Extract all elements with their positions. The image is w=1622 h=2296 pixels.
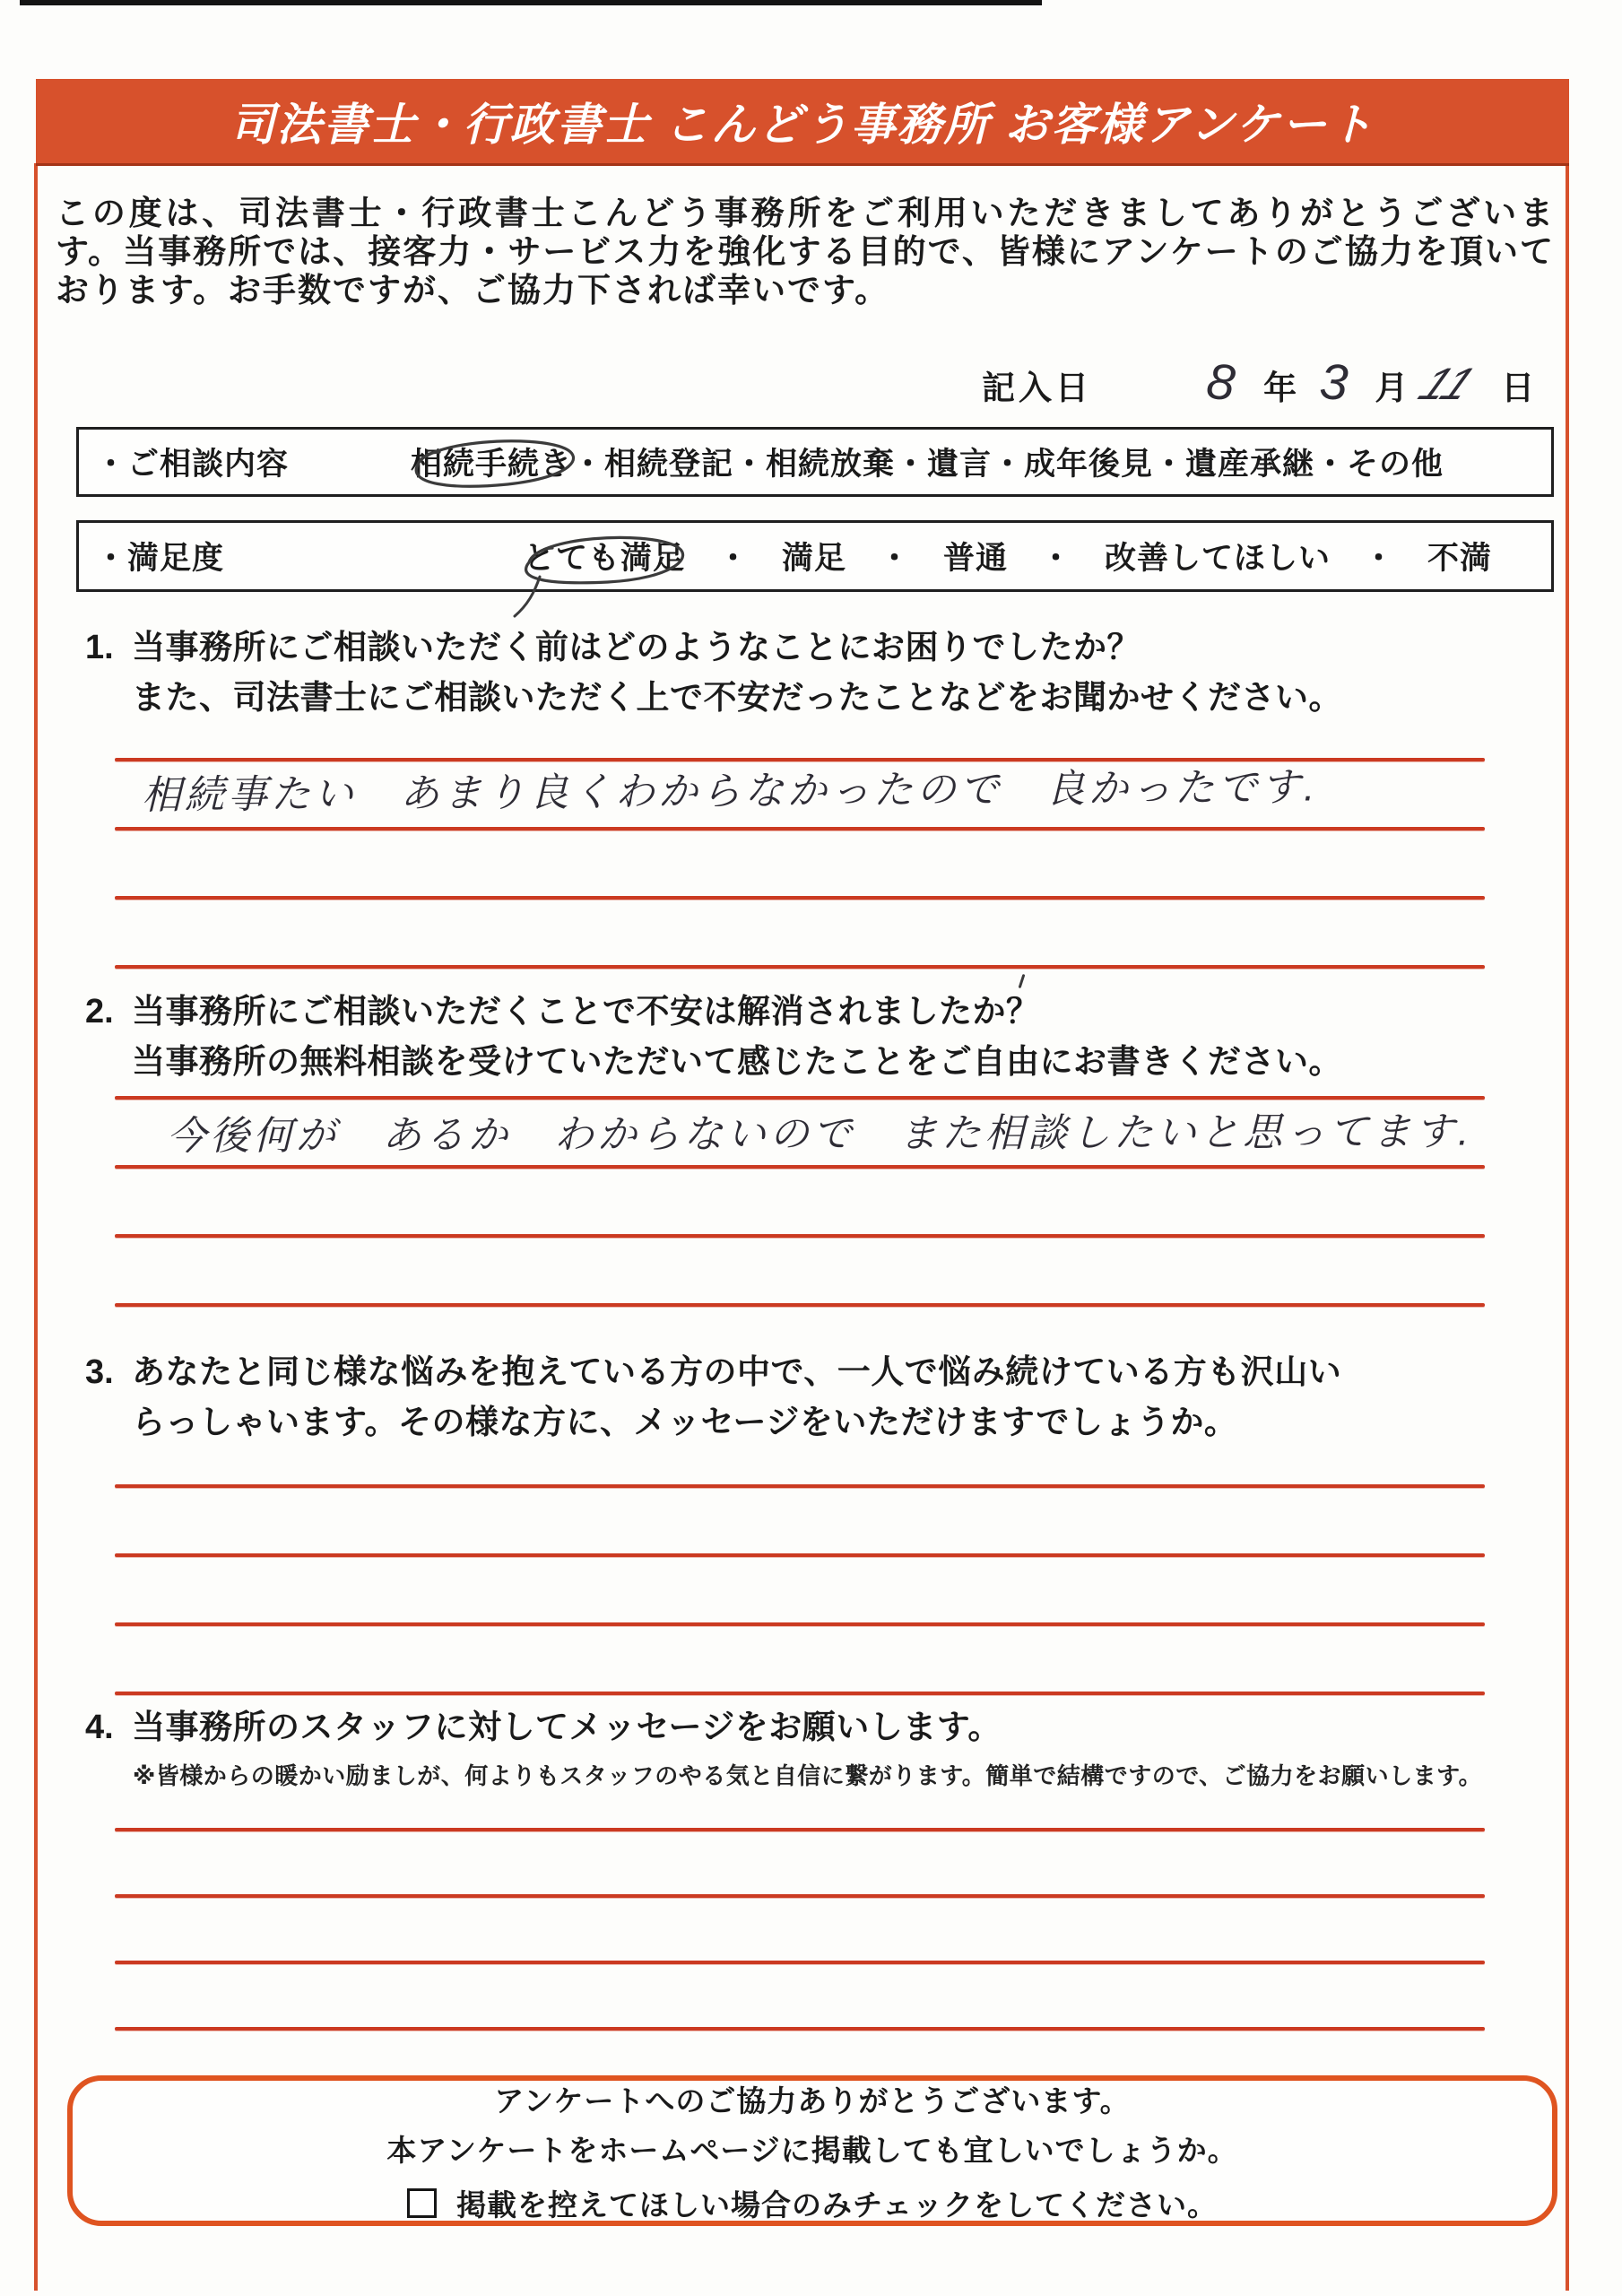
fill-date-row bbox=[982, 352, 1535, 412]
question-4-line1: 当事務所のスタッフに対してメッセージをお願いします。 bbox=[132, 1709, 1002, 1745]
question-4 bbox=[85, 1702, 1002, 1752]
answer-line[interactable] bbox=[115, 1894, 1485, 1898]
handwritten-day-value: 11 bbox=[1410, 359, 1485, 409]
handwritten-month-value: 3 bbox=[1318, 352, 1350, 412]
question-4-number: 4. bbox=[85, 1709, 114, 1746]
answer-line[interactable] bbox=[115, 2027, 1485, 2031]
answer-line[interactable] bbox=[115, 1961, 1485, 1964]
question-2-line1: 当事務所にご相談いただくことで不安は解消されましたか？ bbox=[132, 993, 1040, 1030]
satisfaction-selected-option bbox=[524, 534, 685, 578]
question-3-line2: らっしゃいます。その様な方に、メッセージをいただけますでしょうか。 bbox=[132, 1404, 1238, 1440]
year-unit-label: 年 bbox=[1263, 370, 1297, 406]
page-border-right bbox=[1566, 163, 1569, 2291]
question-3-text bbox=[132, 1347, 1341, 1448]
day-unit-label: 日 bbox=[1501, 370, 1535, 406]
publish-optout-label: 掲載を控えてほしい場合のみチェックをしてください。 bbox=[455, 2187, 1218, 2222]
question-2-line2: 当事務所の無料相談を受けていただいて感じたことをご自由にお書きください。 bbox=[132, 1043, 1342, 1080]
footer-consent-box bbox=[67, 2075, 1557, 2226]
satisfaction-box bbox=[76, 520, 1554, 592]
question-1-line1: 当事務所にご相談いただく前はどのようなことにお困りでしたか？ bbox=[132, 629, 1141, 665]
consult-label: ・ご相談内容 bbox=[95, 447, 290, 482]
consult-selected-label: 相続手続き bbox=[411, 447, 573, 482]
question-1-line2: また、司法書士にご相談いただく上で不安だったことなどをお聞かせください。 bbox=[132, 679, 1342, 716]
consult-selected-option bbox=[411, 439, 572, 484]
consult-rest-options: ・相続登記・相続放棄・遺言・成年後見・遺産承継・その他 bbox=[572, 447, 1444, 482]
answer-line[interactable] bbox=[115, 1828, 1485, 1831]
question-1-number: 1. bbox=[85, 629, 114, 666]
answer-line[interactable] bbox=[115, 827, 1485, 831]
satisfaction-options bbox=[524, 534, 1492, 578]
question-2 bbox=[85, 987, 1342, 1087]
intro-paragraph: この度は、司法書士・行政書士こんどう事務所をご利用いただきましてありがとうございます。当事務所では、接客力・サービス力を強化する目的で、皆様にアンケートのご協力を頂いております。お手数ですが、ご協力下されば幸いです。 bbox=[56, 195, 1555, 309]
footer-checkbox-row bbox=[407, 2182, 1218, 2224]
question-2-text bbox=[132, 987, 1342, 1087]
question-2-number: 2. bbox=[85, 993, 114, 1031]
month-unit-label: 月 bbox=[1375, 370, 1409, 406]
question-4-text bbox=[132, 1702, 1002, 1752]
handwritten-year-value: 8 bbox=[1203, 352, 1238, 412]
answer-line[interactable] bbox=[115, 1303, 1485, 1307]
handwritten-answer-1: 相続事たい あまり良くわからなかったので 良かったです. bbox=[141, 765, 1319, 818]
question-3 bbox=[85, 1347, 1341, 1448]
answer-line[interactable] bbox=[115, 1484, 1485, 1488]
answer-line[interactable] bbox=[115, 1553, 1485, 1557]
answer-line[interactable] bbox=[115, 1692, 1485, 1695]
publish-optout-checkbox[interactable] bbox=[407, 2188, 437, 2218]
handwritten-answer-2: 今後何が あるか わからないので また相談したいと思ってます. bbox=[166, 1109, 1473, 1159]
question-4-note: ※皆様からの暖かい励ましが、何よりもスタッフのやる気と自信に繋がります。簡単で結構ですので、ご協力をお願いします。 bbox=[133, 1762, 1483, 1789]
answer-line[interactable] bbox=[115, 1165, 1485, 1169]
question-1-text bbox=[132, 622, 1342, 723]
footer-publish-question: 本アンケートをホームページに掲載しても宜しいでしょうか。 bbox=[386, 2133, 1238, 2167]
satisfaction-selected-label: とても満足 bbox=[524, 541, 686, 576]
footer-thanks-text: アンケートへのご協力ありがとうございます。 bbox=[494, 2083, 1131, 2118]
question-3-line1: あなたと同じ様な悩みを抱えている方の中で、一人で悩み続けている方も沢山い bbox=[132, 1353, 1342, 1390]
date-label: 記入日 bbox=[982, 370, 1092, 406]
answer-line[interactable] bbox=[115, 965, 1485, 969]
consult-content-box bbox=[76, 427, 1554, 497]
answer-line[interactable] bbox=[115, 1234, 1485, 1238]
question-1 bbox=[85, 622, 1342, 723]
title-banner: 司法書士・行政書士 こんどう事務所 お客様アンケート bbox=[36, 79, 1569, 166]
page-border-left bbox=[34, 163, 38, 2291]
satisfaction-rest-options: ・ 満足 ・ 普通 ・ 改善してほしい ・ 不満 bbox=[685, 541, 1493, 576]
answer-line[interactable] bbox=[115, 1622, 1485, 1626]
consult-options bbox=[411, 439, 1444, 484]
scan-artifact-line bbox=[20, 0, 1042, 5]
satisfaction-label: ・満足度 bbox=[95, 541, 225, 576]
question-3-number: 3. bbox=[85, 1353, 114, 1391]
answer-line[interactable] bbox=[115, 896, 1485, 900]
